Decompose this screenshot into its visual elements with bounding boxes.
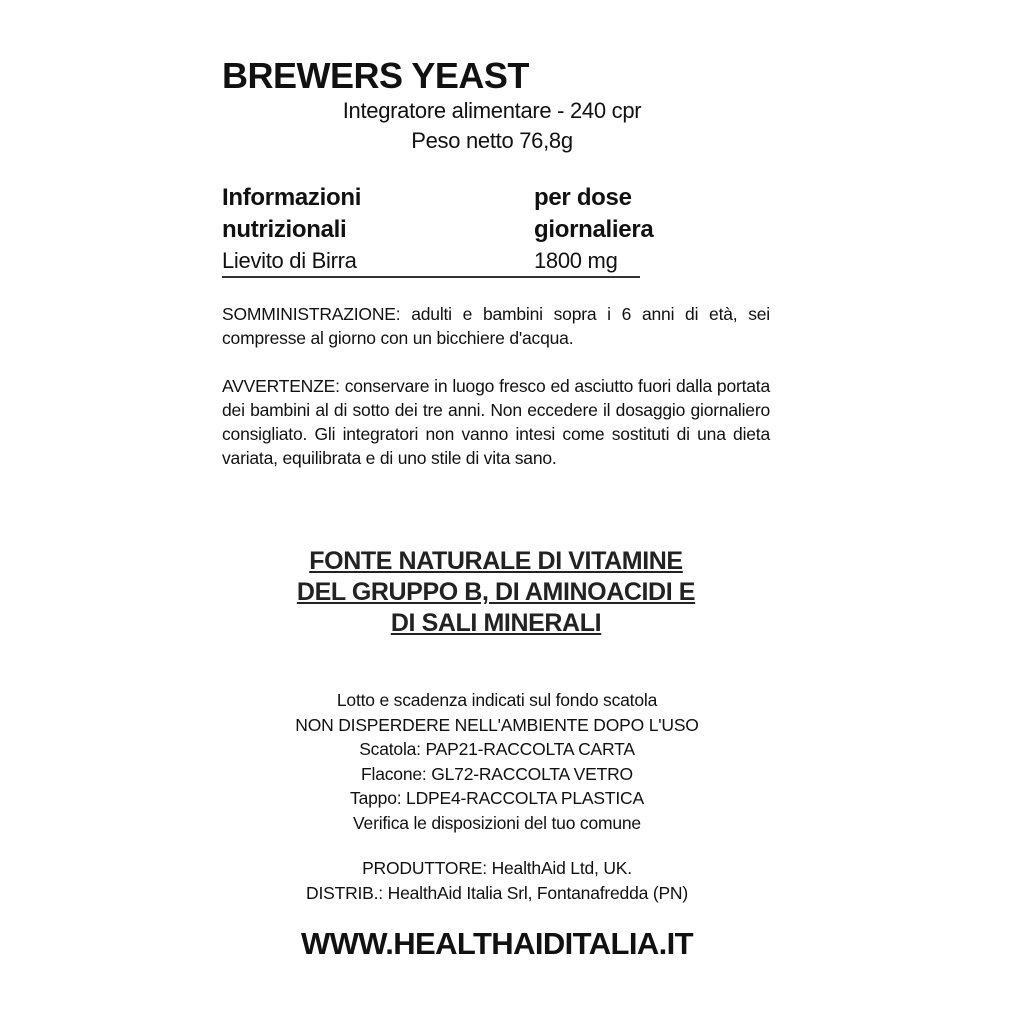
warnings-paragraph	[222, 374, 770, 470]
nutrition-header-dose-line2: giornaliera	[534, 216, 654, 243]
nutrition-ingredient: Lievito di Birra	[222, 248, 357, 273]
net-weight: Peso netto 76,8g	[411, 128, 573, 153]
slogan-line1: FONTE NATURALE DI VITAMINE	[309, 547, 683, 575]
disposal-line3: Scatola: PAP21-RACCOLTA CARTA	[359, 739, 635, 759]
warnings-heading: AVVERTENZE:	[222, 376, 340, 396]
nutrition-amount: 1800 mg	[534, 248, 618, 273]
disposal-line4: Flacone: GL72-RACCOLTA VETRO	[361, 763, 633, 784]
nutrition-header-info-line1: Informazioni	[222, 184, 362, 211]
website-url: WWW.HEALTHAIDITALIA.IT	[300, 926, 693, 961]
label-main	[222, 56, 770, 470]
product-subtitle: Integratore alimentare - 240 cpr	[342, 98, 642, 123]
producer-line2: DISTRIB.: HealthAid Italia Srl, Fontanafredda (PN)	[306, 883, 688, 903]
disposal-info	[212, 688, 782, 835]
administration-text: adulti e bambini sopra i 6 anni di età, sei compresse al giorno con un bicchiere d'acqua.	[222, 304, 770, 348]
producer-line1: PRODUTTORE: HealthAid Ltd, UK.	[362, 858, 632, 878]
product-title: BREWERS YEAST	[222, 55, 529, 96]
disposal-line5: Tappo: LDPE4-RACCOLTA PLASTICA	[350, 788, 644, 808]
slogan-line2: DEL GRUPPO B, DI AMINOACIDI E	[296, 578, 696, 606]
nutrition-table	[222, 182, 770, 278]
slogan-line3: DI SALI MINERALI	[390, 609, 602, 637]
disposal-line6: Verifica le disposizioni del tuo comune	[353, 812, 641, 833]
administration-paragraph	[222, 302, 770, 350]
nutrition-header-dose	[534, 182, 653, 246]
administration-heading: SOMMINISTRAZIONE:	[222, 304, 401, 324]
warnings-text: conservare in luogo fresco ed asciutto fuori dalla portata dei bambini al di sotto dei tre anni. Non eccedere il dosaggio giornaliero consigliato. Gli integratori non vanno intesi come sostituti di una dieta variata, equilibrata e di uno stile di vita sano.	[222, 376, 771, 468]
nutrition-header-info	[222, 182, 361, 246]
producer-info	[212, 856, 782, 906]
disposal-line2: NON DISPERDERE NELL'AMBIENTE DOPO L'USO	[295, 714, 699, 735]
nutrition-header-info-line2: nutrizionali	[222, 216, 347, 243]
disposal-line1: Lotto e scadenza indicati sul fondo scatola	[336, 690, 658, 710]
slogan-block	[222, 546, 770, 639]
nutrition-header-dose-line1: per dose	[534, 184, 632, 211]
nutrition-row	[222, 246, 640, 278]
